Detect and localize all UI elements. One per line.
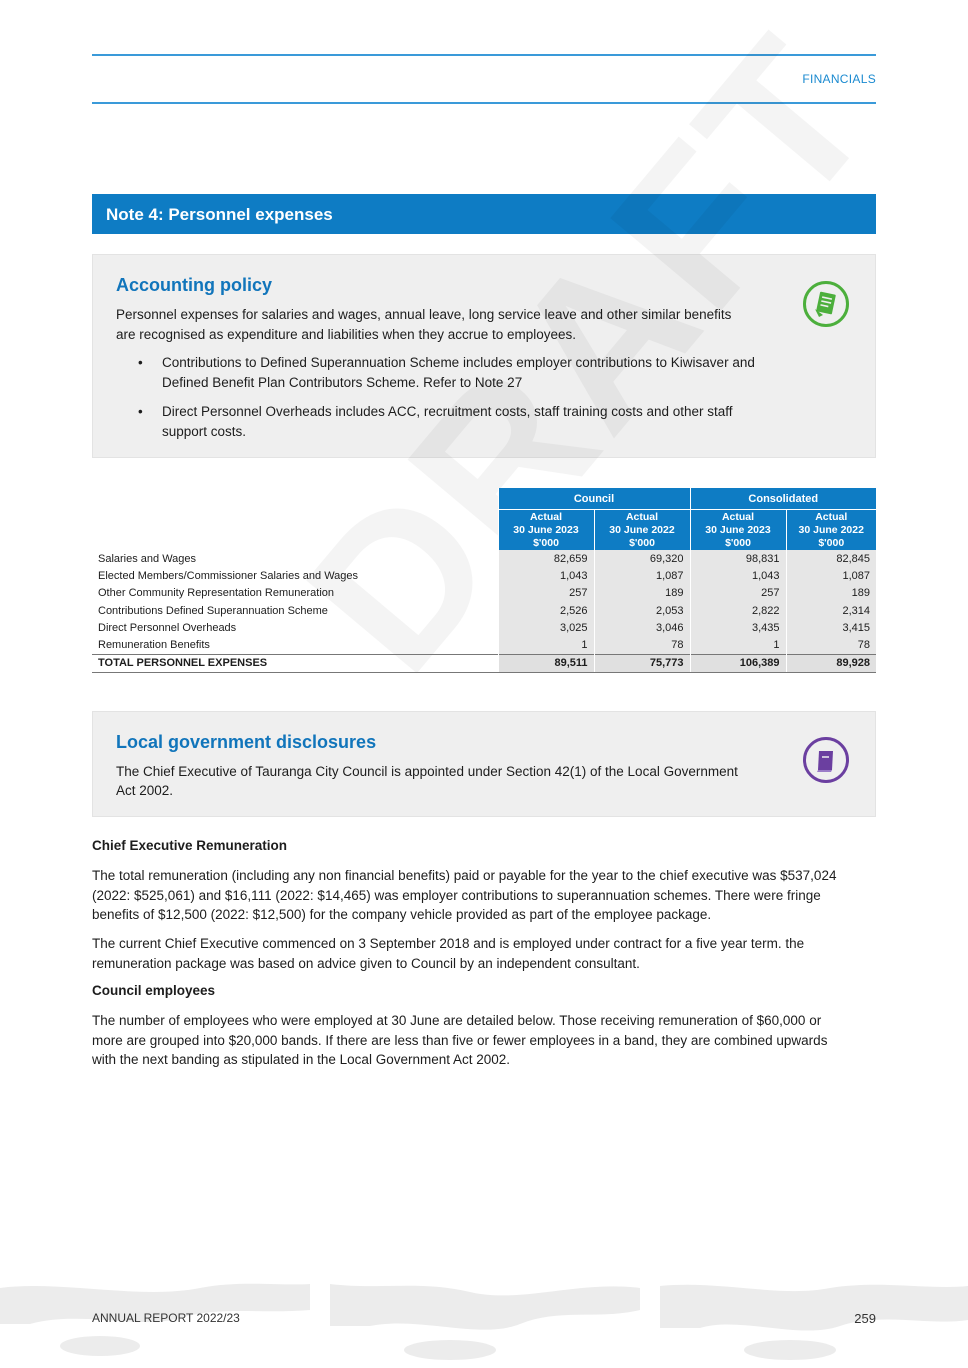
table-column-header: [92, 510, 876, 551]
group-council: Council: [498, 488, 690, 510]
note-title: Note 4: Personnel expenses: [106, 205, 333, 224]
policy-bullets: [116, 353, 756, 451]
table-group-header: [92, 488, 876, 510]
group-consolidated: Consolidated: [690, 488, 876, 510]
table-row: Elected Members/Commissioner Salaries and Wages 1,043 1,087 1,043 1,087: [92, 567, 876, 584]
accounting-policy-panel: [92, 254, 876, 458]
table-total-row: TOTAL PERSONNEL EXPENSES 89,511 75,773 106,389 89,928: [92, 654, 876, 672]
book-icon: [803, 737, 849, 783]
ce-para1-line1: The total remuneration (including any non financial benefits) paid or payable for the year to the chief executive was $537,024: [92, 868, 837, 883]
header-bottom-rule: [92, 102, 876, 104]
personnel-expenses-table: [92, 488, 876, 673]
policy-intro-line1: Personnel expenses for salaries and wages, annual leave, long service leave and other similar benefits: [116, 307, 732, 322]
table-row: Direct Personnel Overheads 3,025 3,046 3,435 3,415: [92, 619, 876, 636]
section-label: FINANCIALS: [802, 72, 876, 86]
ce-para1-line2: (2022: $525,061) and $16,111 (2022: $14,465) was employer contributions to superannuation schemes. There were fringe: [92, 888, 821, 903]
policy-bullet: • Direct Personnel Overheads includes ACC, recruitment costs, staff training costs and other staff support costs.: [138, 404, 733, 439]
page-number: 259: [854, 1311, 876, 1326]
footer-report-title: ANNUAL REPORT 2022/23: [92, 1311, 240, 1325]
employees-line1: The number of employees who were employed at 30 June are detailed below. Those receiving remuneration of $60,000 or: [92, 1013, 822, 1028]
column-header: Actual 30 June 2022 $'000: [594, 510, 690, 551]
column-header: Actual 30 June 2022 $'000: [786, 510, 876, 551]
table-row: Remuneration Benefits 1 78 1 78: [92, 636, 876, 654]
employees-line3: with the next banding as stipulated in the Local Government Act 2002.: [92, 1052, 511, 1067]
ce-para2-line1: The current Chief Executive commenced on 3 September 2018 and is employed under contract for a five year term. the: [92, 936, 805, 951]
column-header: Actual 30 June 2023 $'000: [690, 510, 786, 551]
table-row: Contributions Defined Superannuation Scheme 2,526 2,053 2,822 2,314: [92, 602, 876, 619]
ce-remuneration-heading: Chief Executive Remuneration: [92, 838, 288, 853]
local-gov-line2: Act 2002.: [116, 783, 174, 798]
local-gov-panel: [92, 711, 876, 817]
ce-para1-line3: benefits of $12,500 (2022: $12,500) for the company vehicle provided as part of the employee package.: [92, 907, 712, 922]
ce-para2-line2: remuneration package was based on advice given to Council by an independent consultant.: [92, 956, 640, 971]
table-row: Other Community Representation Remuneration 257 189 257 189: [92, 585, 876, 602]
council-employees-heading: Council employees: [92, 983, 216, 998]
column-header: Actual 30 June 2023 $'000: [498, 510, 594, 551]
policy-intro-line2: are recognised as expenditure and liabilities when they accrue to employees.: [116, 327, 577, 342]
note-banner: [92, 194, 876, 234]
document-checklist-icon: [803, 281, 849, 327]
table-row: Salaries and Wages 82,659 69,320 98,831 82,845: [92, 550, 876, 567]
accounting-policy-heading: Accounting policy: [116, 275, 273, 295]
header-top-rule: [92, 54, 876, 56]
employees-line2: more are grouped into $20,000 bands. If there are less than five or fewer employees in a band, they are combined upwards: [92, 1033, 828, 1048]
policy-bullet: • Contributions to Defined Superannuation Scheme includes employer contributions to Kiwisaver and Defined Benefit Plan Contributors Scheme. Refer to Note 27: [138, 355, 755, 390]
local-gov-heading: Local government disclosures: [116, 732, 377, 752]
local-gov-line1: The Chief Executive of Tauranga City Council is appointed under Section 42(1) of the Local Government: [116, 764, 738, 779]
